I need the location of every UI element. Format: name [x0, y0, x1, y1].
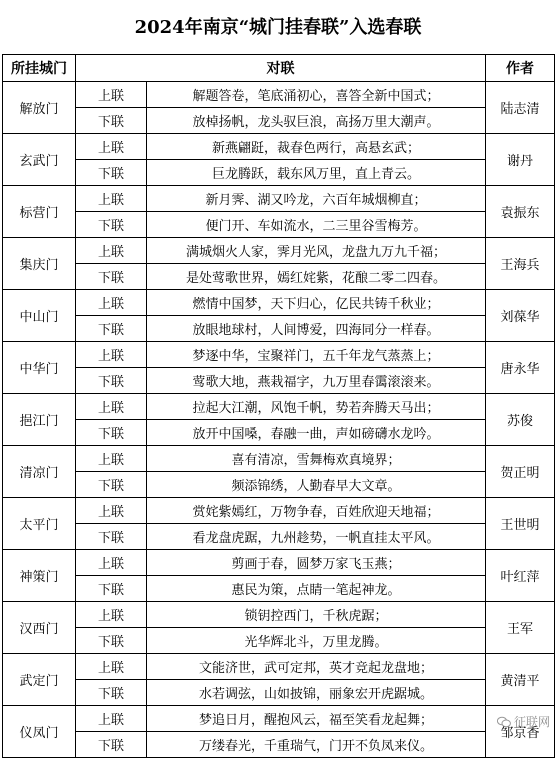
- upper-label-cell: 上联: [76, 394, 147, 420]
- lower-couplet-cell: 看龙盘虎踞，九州趁势，一帆直挂太平风。: [147, 524, 486, 550]
- lower-couplet-cell: 放棹扬帆，龙头驭巨浪，高扬万里大潮声。: [147, 108, 486, 134]
- author-cell: 叶红萍: [486, 550, 555, 602]
- header-author: 作者: [486, 55, 555, 82]
- gate-cell: 玄武门: [3, 134, 76, 186]
- header-gate: 所挂城门: [3, 55, 76, 82]
- lower-couplet-cell: 巨龙腾跃，载东风万里，直上青云。: [147, 160, 486, 186]
- lower-couplet-cell: 水若调弦，山如披锦，丽象宏开虎踞城。: [147, 680, 486, 706]
- upper-couplet-cell: 剪画于春，圆梦万家飞玉燕；: [147, 550, 486, 576]
- lower-label-cell: 下联: [76, 420, 147, 446]
- lower-label-cell: 下联: [76, 628, 147, 654]
- table-row: [3, 472, 555, 498]
- lower-label-cell: 下联: [76, 680, 147, 706]
- page-title: 2024年南京“城门挂春联”入选春联: [134, 17, 422, 38]
- gate-cell: 标营门: [3, 186, 76, 238]
- table-row: [3, 602, 555, 628]
- watermark-text: 征联网: [513, 715, 550, 729]
- upper-label-cell: 上联: [76, 342, 147, 368]
- header-couplet: 对联: [76, 55, 486, 82]
- table-row: [3, 160, 555, 186]
- upper-couplet-cell: 新月霁、湖又吟龙，六百年城烟柳直；: [147, 186, 486, 212]
- table-row: [3, 394, 555, 420]
- table-row: [3, 654, 555, 680]
- upper-couplet-cell: 满城烟火人家，霁月光风，龙盘九万九千福；: [147, 238, 486, 264]
- gate-cell: 解放门: [3, 82, 76, 134]
- author-cell: 黄清平: [486, 654, 555, 706]
- wechat-icon: [497, 716, 511, 728]
- lower-couplet-cell: 莺歌大地，燕栽福字，九万里春霭滚滚来。: [147, 368, 486, 394]
- author-cell: 邹京香: [486, 706, 555, 758]
- upper-label-cell: 上联: [76, 706, 147, 732]
- table-row: [3, 524, 555, 550]
- author-cell: 苏俊: [486, 394, 555, 446]
- author-cell: 谢丹: [486, 134, 555, 186]
- upper-label-cell: 上联: [76, 602, 147, 628]
- lower-label-cell: 下联: [76, 212, 147, 238]
- gate-cell: 清凉门: [3, 446, 76, 498]
- table-row: [3, 420, 555, 446]
- table-row: [3, 368, 555, 394]
- gate-cell: 神策门: [3, 550, 76, 602]
- author-cell: 王军: [486, 602, 555, 654]
- lower-couplet-cell: 放眼地球村，人间博爱，四海同分一样春。: [147, 316, 486, 342]
- lower-couplet-cell: 频添锦绣，人勤春早大文章。: [147, 472, 486, 498]
- table-row: [3, 264, 555, 290]
- upper-label-cell: 上联: [76, 82, 147, 108]
- table-row: [3, 82, 555, 108]
- table-row: [3, 290, 555, 316]
- table-row: [3, 186, 555, 212]
- lower-couplet-cell: 光华辉北斗，万里龙腾。: [147, 628, 486, 654]
- gate-cell: 挹江门: [3, 394, 76, 446]
- gate-cell: 太平门: [3, 498, 76, 550]
- upper-label-cell: 上联: [76, 290, 147, 316]
- table-row: [3, 498, 555, 524]
- lower-couplet-cell: 是处莺歌世界，嫣红姹紫，花酿二零二四春。: [147, 264, 486, 290]
- lower-label-cell: 下联: [76, 108, 147, 134]
- table-row: [3, 342, 555, 368]
- lower-label-cell: 下联: [76, 576, 147, 602]
- gate-cell: 仪凤门: [3, 706, 76, 758]
- lower-label-cell: 下联: [76, 316, 147, 342]
- watermark: [497, 713, 550, 730]
- lower-couplet-cell: 便门开、车如流水，二三里谷雪梅芳。: [147, 212, 486, 238]
- lower-label-cell: 下联: [76, 264, 147, 290]
- upper-label-cell: 上联: [76, 186, 147, 212]
- upper-couplet-cell: 新燕翩跹，裁春色两行，高悬玄武；: [147, 134, 486, 160]
- table-body: [3, 82, 555, 758]
- gate-cell: 武定门: [3, 654, 76, 706]
- couplet-table: [2, 54, 555, 758]
- upper-label-cell: 上联: [76, 134, 147, 160]
- table-row: [3, 238, 555, 264]
- upper-label-cell: 上联: [76, 550, 147, 576]
- table-row: [3, 732, 555, 758]
- upper-couplet-cell: 锁钥控西门，千秋虎踞；: [147, 602, 486, 628]
- gate-cell: 中山门: [3, 290, 76, 342]
- table-header-row: [3, 55, 555, 82]
- table-row: [3, 680, 555, 706]
- table-row: [3, 212, 555, 238]
- upper-couplet-cell: 梦追日月，醒抱风云，福至笑看龙起舞；: [147, 706, 486, 732]
- gate-cell: 中华门: [3, 342, 76, 394]
- upper-couplet-cell: 解题答卷，笔底涌初心，喜答全新中国式；: [147, 82, 486, 108]
- author-cell: 陆志清: [486, 82, 555, 134]
- upper-couplet-cell: 赏姹紫嫣红，万物争春，百姓欣迎天地福；: [147, 498, 486, 524]
- lower-couplet-cell: 放开中国嗓，春融一曲，声如磅礴水龙吟。: [147, 420, 486, 446]
- upper-couplet-cell: 喜有清凉，雪舞梅欢真境界；: [147, 446, 486, 472]
- author-cell: 王海兵: [486, 238, 555, 290]
- lower-label-cell: 下联: [76, 472, 147, 498]
- table-row: [3, 576, 555, 602]
- table-row: [3, 628, 555, 654]
- table-row: [3, 134, 555, 160]
- upper-label-cell: 上联: [76, 446, 147, 472]
- table-row: [3, 550, 555, 576]
- table-row: [3, 706, 555, 732]
- table-row: [3, 446, 555, 472]
- upper-couplet-cell: 文能济世，武可定邦，英才竞起龙盘地；: [147, 654, 486, 680]
- lower-couplet-cell: 惠民为策，点睛一笔起神龙。: [147, 576, 486, 602]
- lower-couplet-cell: 万缕春光，千重瑞气，门开不负凤来仪。: [147, 732, 486, 758]
- upper-couplet-cell: 梦逐中华，宝聚祥门，五千年龙气蒸蒸上；: [147, 342, 486, 368]
- author-cell: 刘葆华: [486, 290, 555, 342]
- upper-couplet-cell: 拉起大江潮，风饱千帆，势若奔腾天马出；: [147, 394, 486, 420]
- table-row: [3, 316, 555, 342]
- upper-label-cell: 上联: [76, 498, 147, 524]
- gate-cell: 汉西门: [3, 602, 76, 654]
- table-row: [3, 108, 555, 134]
- author-cell: 袁振东: [486, 186, 555, 238]
- upper-label-cell: 上联: [76, 238, 147, 264]
- lower-label-cell: 下联: [76, 732, 147, 758]
- author-cell: 王世明: [486, 498, 555, 550]
- author-cell: 贺正明: [486, 446, 555, 498]
- author-cell: 唐永华: [486, 342, 555, 394]
- upper-label-cell: 上联: [76, 654, 147, 680]
- lower-label-cell: 下联: [76, 524, 147, 550]
- gate-cell: 集庆门: [3, 238, 76, 290]
- upper-couplet-cell: 燃情中国梦，天下归心，亿民共铸千秋业；: [147, 290, 486, 316]
- lower-label-cell: 下联: [76, 160, 147, 186]
- lower-label-cell: 下联: [76, 368, 147, 394]
